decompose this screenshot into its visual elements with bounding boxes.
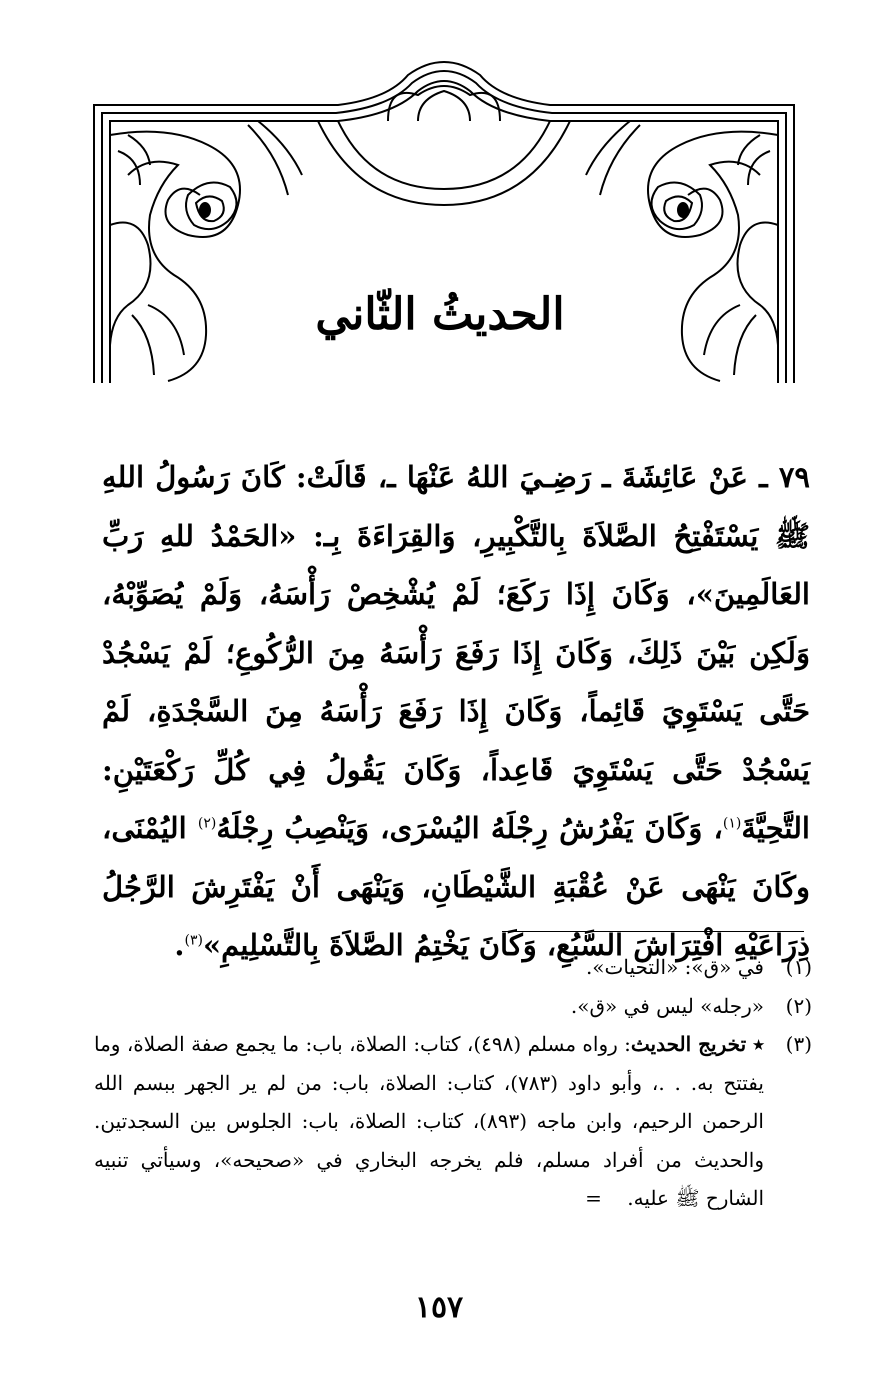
- footnote-ref: (٣): [184, 932, 203, 949]
- hadith-end-mark: .: [174, 928, 185, 962]
- footnote-item: [94, 1025, 812, 1218]
- hadith-body: ٧٩ ـ عَنْ عَائِشَةَ ـ رَضِـيَ اللهُ عَنْهَا ـ، قَالَتْ: كَانَ رَسُولُ اللهِ ﷺ يَسْتَفْتِحُ الصَّلاَةَ بِالتَّكْبِيرِ، وَالقِرَاءَةَ بِـ: «الحَمْدُ للهِ رَبِّ العَالَمِينَ»، وَكَانَ إِذَا رَكَعَ؛ لَمْ يُشْخِصْ رَأْسَهُ، وَلَمْ يُصَوِّبْهُ، وَلَكِن بَيْنَ ذَلِكَ، وَكَانَ إِذَا رَفَعَ رَأْسَهُ مِنَ الرُّكُوعِ؛ لَمْ يَسْجُدْ حَتَّى يَسْتَوِيَ قَائِماً، وَكَانَ إِذَا رَفَعَ رَأْسَهُ مِنَ السَّجْدَةِ، لَمْ يَسْجُدْ حَتَّى يَسْتَوِيَ قَاعِداً، وَكَانَ يَقُولُ فِي كُلِّ رَكْعَتَيْنِ: التَّحِيَّةَ: [102, 460, 810, 845]
- page-title: الحديثُ الثّاني: [315, 289, 565, 340]
- continuation-mark: =: [585, 1186, 602, 1210]
- footnotes: [94, 948, 812, 1218]
- hadith-body-continued: ، وَكَانَ يَفْرُشُ رِجْلَهُ اليُسْرَى، وَيَنْصِبُ رِجْلَهُ: [216, 811, 723, 845]
- footnote-ref: (١): [722, 815, 742, 832]
- footnote-ref: (٢): [197, 815, 217, 832]
- footnote-text: في «ق»: «التحيات».: [585, 955, 764, 979]
- footnote-text: [94, 1025, 764, 1218]
- hadith-text: [102, 448, 810, 975]
- footnote-heading: ٭ تخريج الحديث: [630, 1032, 765, 1056]
- footnote-separator: [502, 931, 804, 932]
- footnote-text: «رجله» ليس في «ق».: [570, 993, 764, 1018]
- footnote-item: [94, 987, 812, 1026]
- page-number: ١٥٧: [414, 1290, 464, 1325]
- footnote-body: : رواه مسلم (٤٩٨)، كتاب: الصلاة، باب: ما يجمع صفة الصلاة، وما يفتتح به. . .، وأبو داود (٧٨٣)، كتاب: الصلاة، باب: من لم ير الجهر ببسم الله الرحمن الرحيم، وابن ماجه (٨٩٣)، كتاب: الصلاة، باب: الجلوس بين السجدتين. والحديث من أفراد مسلم، فلم يخرجه البخاري في «صحيحه»، وسيأتي تنبيه الشارح ﷺ عليه.: [94, 1032, 764, 1210]
- footnote-item: [94, 948, 812, 987]
- footnote-number: (٣): [785, 1032, 812, 1056]
- footnote-number: (٢): [785, 993, 812, 1018]
- hadith-body-end: اليُمْنَى، وكَانَ يَنْهَى عَنْ عُقْبَةِ الشَّيْطَانِ، وَيَنْهَى أَنْ يَفْتَرِشَ الرَّجُلُ ذِرَاعَيْهِ افْتِرَاشَ السَّبُعِ، وَكَانَ يَخْتِمُ الصَّلاَةَ بِالتَّسْلِيمِ»: [102, 811, 810, 962]
- footnote-number: (١): [785, 955, 812, 979]
